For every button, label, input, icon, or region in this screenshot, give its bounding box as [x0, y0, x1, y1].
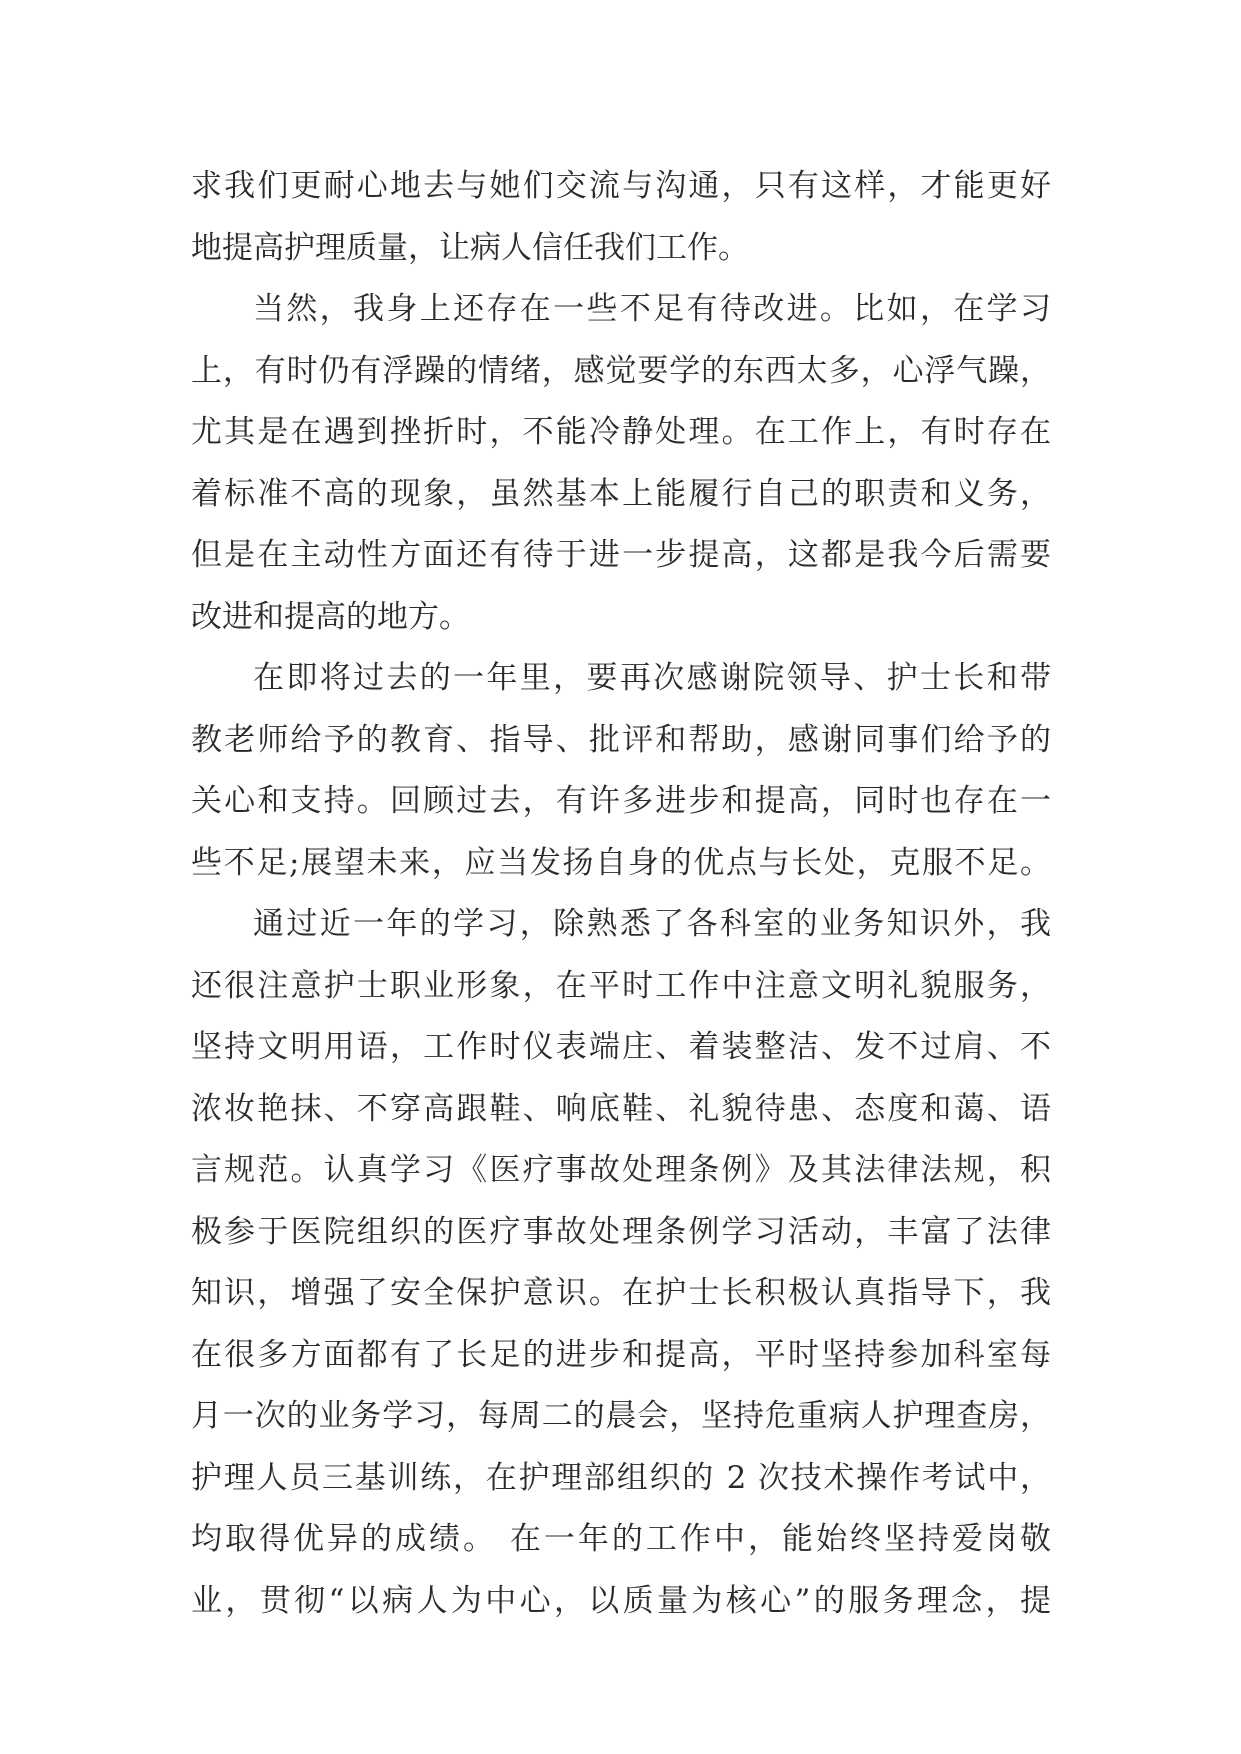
text-line: 关心和支持。回顾过去，有许多进步和提高，同时也存在一: [191, 783, 1051, 819]
text-line: 上，有时仍有浮躁的情绪，感觉要学的东西太多，心浮气躁，: [191, 352, 1051, 389]
text-line: 浓妆艳抹、不穿高跟鞋、响底鞋、礼貌待患、态度和蔼、语: [191, 1090, 1051, 1127]
text-line: 在很多方面都有了长足的进步和提高，平时坚持参加科室每: [191, 1336, 1051, 1373]
text-line: 还很注意护士职业形象，在平时工作中注意文明礼貌服务，: [191, 967, 1051, 1004]
text-line: 均取得优异的成绩。 在一年的工作中，能始终坚持爱岗敬: [191, 1521, 1051, 1557]
text-line: 改进和提高的地方。: [191, 598, 470, 635]
text-line: 尤其是在遇到挫折时，不能冷静处理。在工作上，有时存在: [191, 414, 1051, 450]
text-line: 教老师给予的教育、指导、批评和帮助，感谢同事们给予的: [191, 721, 1051, 758]
text-line: 坚持文明用语，工作时仪表端庄、着装整洁、发不过肩、不: [191, 1029, 1051, 1065]
text-line: 通过近一年的学习，除熟悉了各科室的业务知识外，我: [253, 906, 1051, 942]
text-line: 求我们更耐心地去与她们交流与沟通，只有这样，才能更好: [191, 168, 1051, 204]
text-line: 极参于医院组织的医疗事故处理条例学习活动，丰富了法律: [191, 1213, 1051, 1250]
text-line: 业，贯彻“以病人为中心，以质量为核心”的服务理念，提: [191, 1582, 1051, 1619]
text-line: 知识，增强了安全保护意识。在护士长积极认真指导下，我: [191, 1275, 1051, 1311]
text-line: 地提高护理质量，让病人信任我们工作。: [191, 229, 749, 266]
text-line: 着标准不高的现象，虽然基本上能履行自己的职责和义务，: [191, 475, 1051, 512]
text-line: 些不足;展望未来，应当发扬自身的优点与长处，克服不足。: [191, 844, 1051, 881]
text-line: 但是在主动性方面还有待于进一步提高，这都是我今后需要: [191, 537, 1051, 573]
text-line: 护理人员三基训练，在护理部组织的 2 次技术操作考试中，: [191, 1459, 1051, 1496]
body-text: [191, 156, 1051, 1632]
text-line: 月一次的业务学习，每周二的晨会，坚持危重病人护理查房，: [191, 1398, 1051, 1434]
text-line: 当然，我身上还存在一些不足有待改进。比如，在学习: [253, 291, 1051, 327]
text-line: 在即将过去的一年里，要再次感谢院领导、护士长和带: [253, 660, 1051, 696]
text-line: 言规范。认真学习《医疗事故处理条例》及其法律法规，积: [191, 1152, 1051, 1188]
